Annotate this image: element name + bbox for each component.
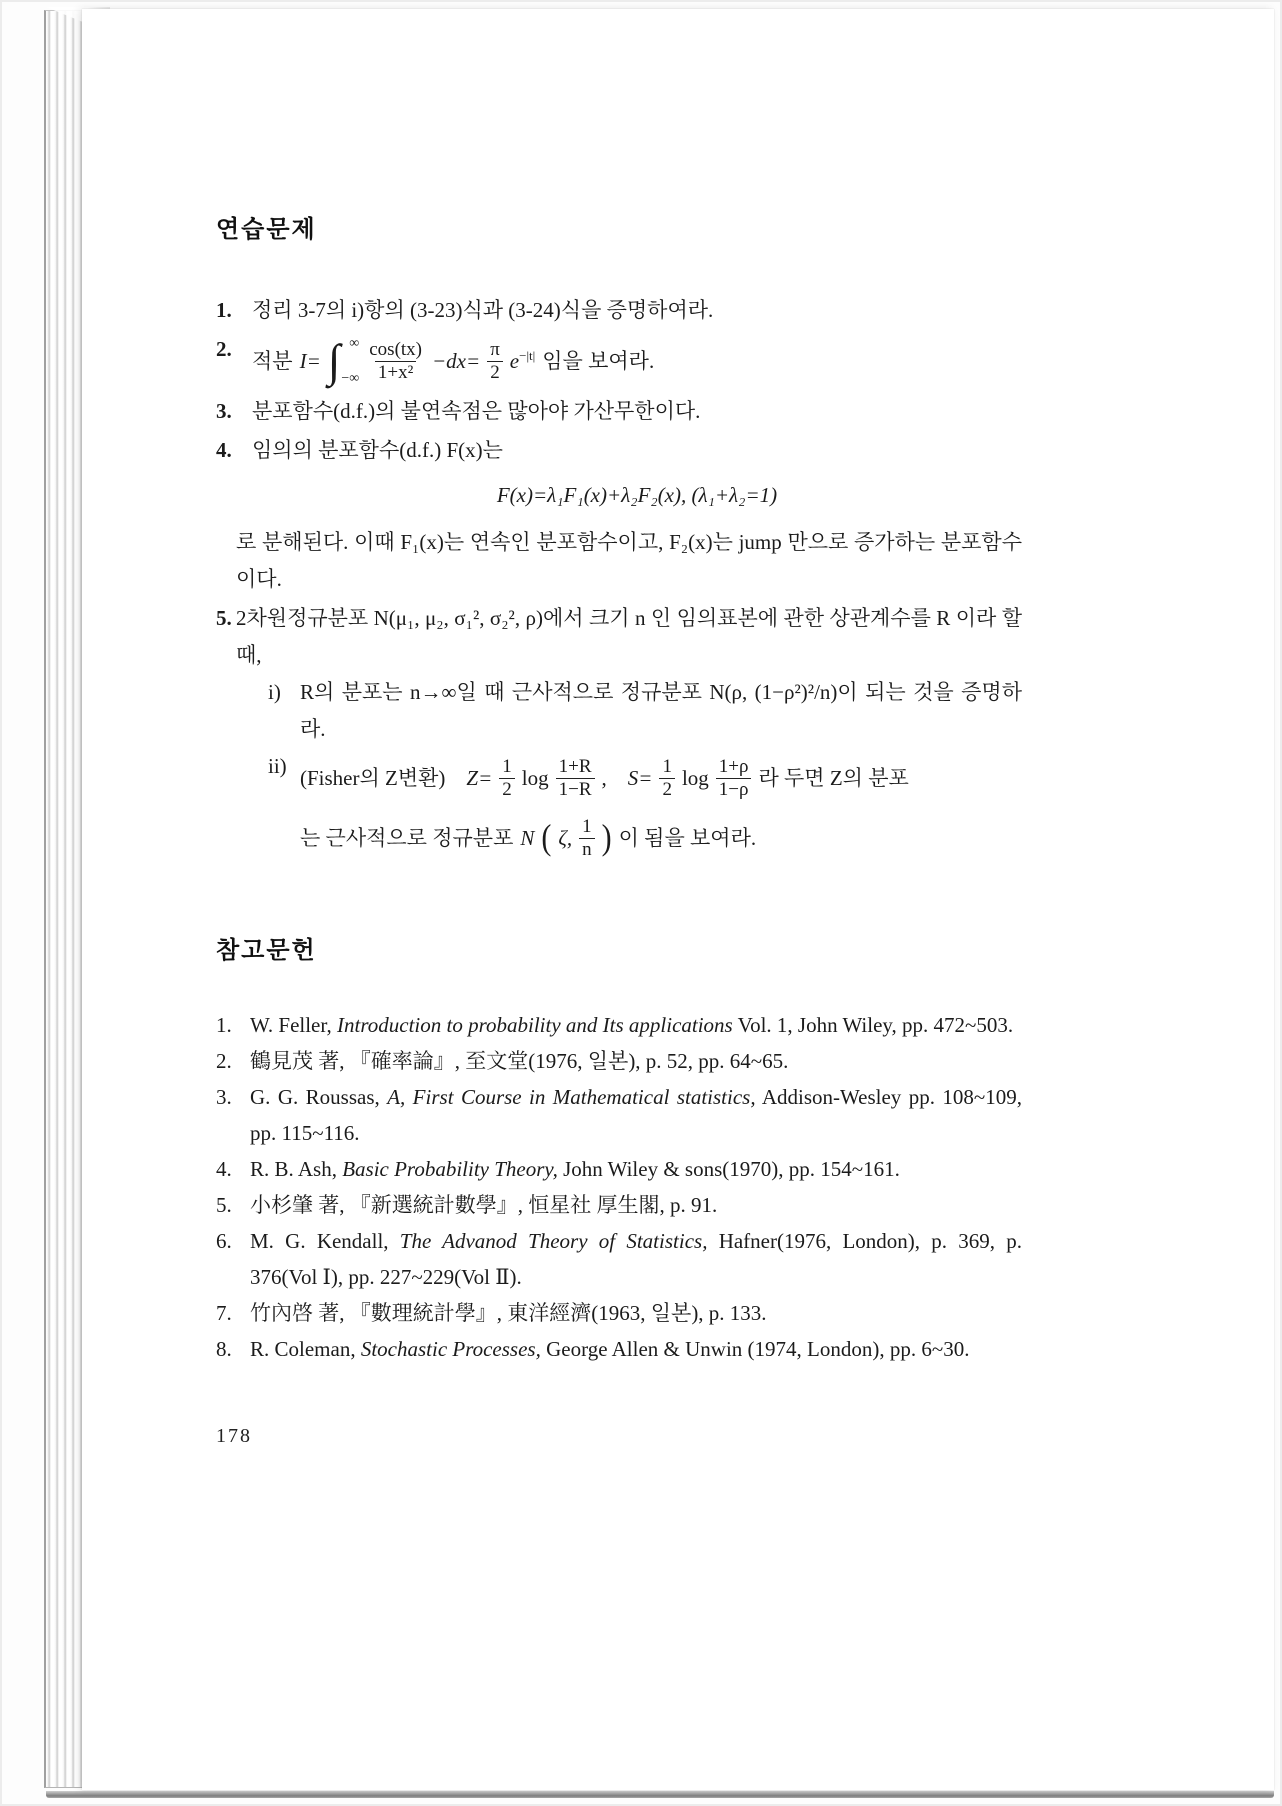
- reference-item: [216, 1223, 1022, 1295]
- book-bottom-edge: [46, 1791, 1274, 1798]
- exercise-number: 1.: [216, 298, 232, 322]
- subitem-i: [268, 674, 1022, 748]
- fraction-denominator: 2: [659, 778, 675, 801]
- reference-number: 4.: [216, 1157, 232, 1181]
- book-page: [82, 9, 1274, 1790]
- reference-item: [216, 1151, 1022, 1187]
- reference-authors: R. B. Ash,: [250, 1157, 343, 1181]
- fraction-1plusRho: [716, 756, 752, 801]
- integral-sign: ∫: [327, 335, 341, 386]
- exercise-2-formula-line: [252, 331, 1022, 391]
- exponential-term: [510, 348, 535, 374]
- text-segment: 라 두면 Z의 분포: [758, 765, 909, 790]
- reference-authors: R. Coleman,: [250, 1337, 361, 1361]
- normal-dist-line: [300, 808, 1022, 868]
- subitem-number: ii): [268, 754, 287, 778]
- fraction-one-half: [659, 756, 675, 801]
- fraction-denominator: 2: [487, 361, 503, 384]
- subitem-number: i): [268, 680, 281, 704]
- exercise-number: 4.: [216, 438, 232, 462]
- subitem-body: [300, 748, 1022, 868]
- text-segment: 적분: [252, 348, 293, 373]
- exp-superscript: −|t|: [519, 347, 536, 363]
- fraction-numerator: 1+R: [558, 755, 592, 777]
- big-paren-close: ): [601, 817, 612, 858]
- comma: ,: [601, 765, 607, 790]
- exercise-text: 분포함수(d.f.)의 불연속점은 많아야 가산무한이다.: [252, 399, 701, 423]
- references-heading: 참고문헌: [216, 937, 317, 964]
- integral-lower-limit: −∞: [341, 370, 360, 386]
- reference-item: [216, 1007, 1022, 1043]
- reference-item: [216, 1331, 1022, 1367]
- math-variable: I=: [299, 348, 321, 373]
- fraction-numerator: 1: [662, 755, 672, 777]
- exercise-item-4: [216, 432, 1022, 598]
- reference-text: [250, 1079, 1022, 1151]
- reference-details: Vol. 1, John Wiley, pp. 472~503.: [732, 1013, 1014, 1037]
- exercise-number: 2.: [216, 337, 232, 361]
- exercise-item-3: [216, 393, 1022, 430]
- fraction-cos-tx: [366, 339, 425, 384]
- reference-text: [250, 1007, 1022, 1043]
- reference-authors: 小杉肇 著, 『新選統計數學』, 恒星社 厚生閣, p. 91.: [250, 1193, 718, 1217]
- reference-details: George Allen & Unwin (1974, London), pp. 6~30.: [540, 1337, 970, 1361]
- log-operator: log: [521, 765, 549, 790]
- integral-upper-limit: ∞: [349, 336, 360, 351]
- reference-text: [250, 1223, 1022, 1295]
- big-paren-open: (: [541, 817, 552, 858]
- exercise-number: 5.: [216, 606, 232, 630]
- fraction-numerator: 1: [502, 755, 512, 777]
- reference-text: [250, 1295, 1022, 1331]
- reference-item: [216, 1043, 1022, 1079]
- reference-item: [216, 1079, 1022, 1151]
- reference-item: [216, 1187, 1022, 1223]
- reference-authors: M. G. Kendall,: [250, 1229, 400, 1253]
- reference-number: 3.: [216, 1085, 232, 1109]
- centered-formula: F(x)=λ₁F₁(x)+λ₂F₂(x), (λ₁+λ₂=1): [496, 483, 778, 507]
- reference-number: 5.: [216, 1193, 232, 1217]
- reference-authors: 竹內啓 著, 『數理統計學』, 東洋經濟(1963, 일본), p. 133.: [250, 1301, 767, 1325]
- fraction-1plusR: [556, 756, 595, 801]
- fraction-denominator: 2: [499, 778, 515, 801]
- exercise-body: [236, 432, 1022, 598]
- page-number: 178: [216, 1425, 252, 1447]
- reference-text: [250, 1043, 1022, 1079]
- reference-text: [250, 1187, 1022, 1223]
- reference-number: 1.: [216, 1013, 232, 1037]
- fraction-numerator: 1: [582, 815, 592, 837]
- reference-title: The Advanod Theory of Statistics,: [399, 1229, 708, 1253]
- math-variable: N: [520, 825, 535, 850]
- reference-title: A, First Course in Mathematical statistics,: [387, 1085, 756, 1109]
- fraction-numerator: π: [490, 338, 500, 360]
- page-content: [216, 9, 1022, 1448]
- exp-base: e: [509, 348, 520, 373]
- reference-authors: G. G. Roussas,: [250, 1085, 388, 1109]
- integral-limits: [341, 334, 359, 388]
- fraction-numerator: 1+ρ: [718, 755, 749, 777]
- integral-expression: [328, 334, 360, 388]
- fraction-numerator: cos(tx): [369, 338, 423, 360]
- exercise-item-1: [216, 292, 1022, 329]
- exercise-body: [236, 600, 1022, 868]
- reference-number: 8.: [216, 1337, 232, 1361]
- exercise-item-5: [216, 600, 1022, 868]
- reference-item: [216, 1295, 1022, 1331]
- subitem-text: R의 분포는 n→∞일 때 근사적으로 정규분포 N(ρ, (1−ρ²)²/n)이 되는 것을 증명하라.: [300, 680, 1022, 741]
- exercise-item-2: [216, 331, 1022, 391]
- fraction-denominator: 1−ρ: [716, 778, 752, 801]
- fraction-denominator: n: [579, 838, 595, 861]
- reference-details: Hafner(1976, London), p. 369, p. 376(Vol Ⅰ), pp. 227~229(Vol Ⅱ).: [250, 1229, 1023, 1289]
- reference-title: Stochastic Processes,: [360, 1337, 541, 1361]
- fisher-z-formula-line: [300, 748, 1022, 808]
- reference-title: Basic Probability Theory,: [342, 1157, 558, 1181]
- book-page-stack-edge: [44, 10, 82, 1788]
- reference-text: [250, 1331, 1022, 1367]
- fraction-pi-over-2: [487, 339, 503, 384]
- exercise-text: 정리 3-7의 i)항의 (3-23)식과 (3-24)식을 증명하여라.: [252, 298, 714, 322]
- log-operator: log: [681, 765, 709, 790]
- reference-number: 2.: [216, 1049, 232, 1073]
- fraction-denominator: 1+x²: [375, 361, 416, 384]
- fraction-one-over-n: [579, 816, 595, 861]
- reference-text: [250, 1151, 1022, 1187]
- reference-title: Introduction to probability and Its applications: [337, 1013, 733, 1037]
- reference-details: Addison-Wesley pp. 108~109, pp. 115~116.: [250, 1085, 1022, 1145]
- text-segment: 는 근사적으로 정규분포: [300, 825, 514, 850]
- fraction-denominator: 1−R: [556, 778, 595, 801]
- text-segment: 임을 보여라.: [542, 348, 655, 373]
- text-segment: (Fisher의 Z변환): [300, 765, 446, 790]
- text-segment: 이 됨을 보여라.: [618, 825, 757, 850]
- subitem-ii: [268, 748, 1022, 868]
- math-dx-equals: −dx=: [432, 348, 481, 373]
- math-variable: Z=: [466, 765, 493, 790]
- reference-authors: 鶴見茂 著, 『確率論』, 至文堂(1976, 일본), p. 52, pp. 64~65.: [250, 1049, 789, 1073]
- math-variable: S=: [627, 765, 653, 790]
- reference-number: 7.: [216, 1301, 232, 1325]
- reference-authors: W. Feller,: [250, 1013, 338, 1037]
- math-variable: ζ,: [558, 825, 573, 850]
- exercise-number: 3.: [216, 399, 232, 423]
- exercise-intro: 임의의 분포함수(d.f.) F(x)는: [252, 438, 503, 462]
- fraction-one-half: [499, 756, 515, 801]
- exercise-outro: 로 분해된다. 이때 F₁(x)는 연속인 분포함수이고, F₂(x)는 jump 만으로 증가하는 분포함수이다.: [236, 530, 1022, 591]
- exercise-intro: 2차원정규분포 N(μ₁, μ₂, σ₁², σ₂², ρ)에서 크기 n 인 임의표본에 관한 상관계수를 R 이라 할 때,: [236, 606, 1022, 667]
- exercises-heading: 연습문제: [216, 216, 317, 243]
- reference-details: John Wiley & sons(1970), pp. 154~161.: [557, 1157, 900, 1181]
- reference-number: 6.: [216, 1229, 232, 1253]
